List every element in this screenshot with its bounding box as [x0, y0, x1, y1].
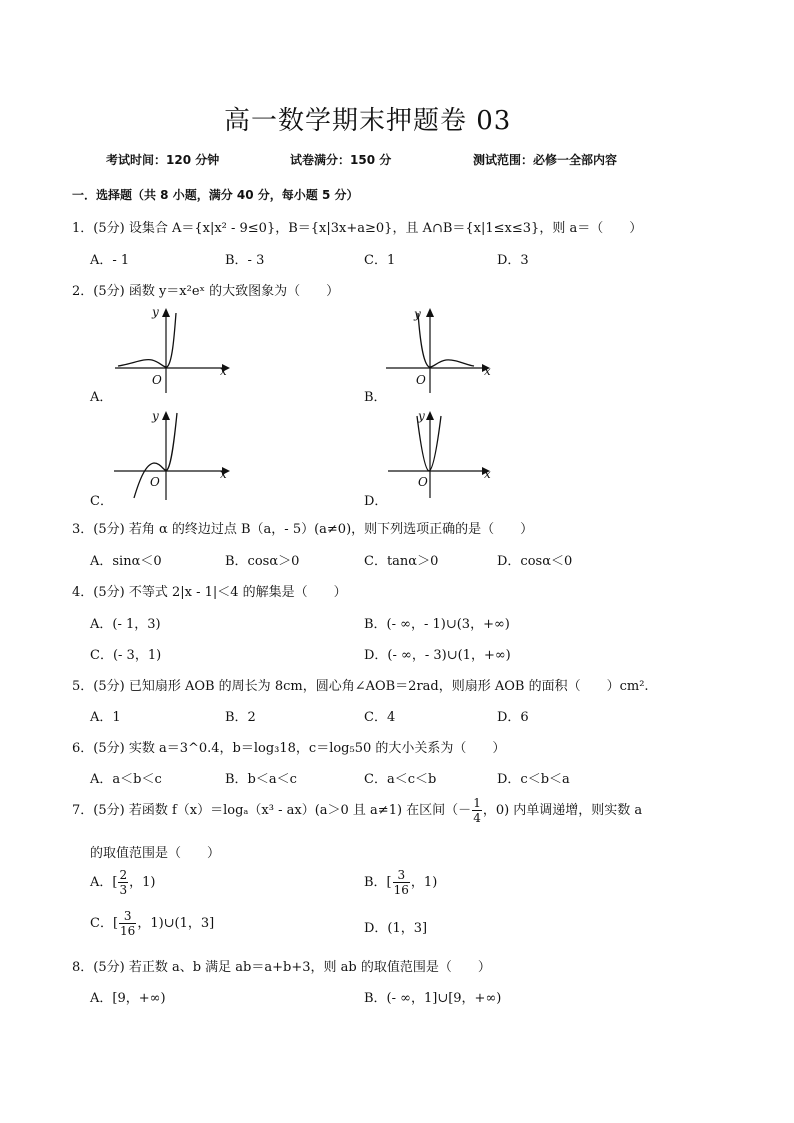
- q3-option-c: C．tanα＞0: [364, 554, 439, 569]
- q6-option-d: D．c＜b＜a: [497, 772, 570, 787]
- q6-option-c: C．a＜c＜b: [364, 772, 437, 787]
- q1-option-d: D．3: [497, 253, 529, 268]
- q4-option-d: D．(- ∞，- 3)∪(1，+∞): [364, 648, 511, 663]
- exam-score: 试卷满分：150 分: [290, 153, 392, 167]
- y-axis-arrow: [426, 308, 434, 317]
- q1-option-a: A．- 1: [90, 253, 130, 268]
- origin-label: O: [418, 475, 428, 489]
- q5-option-c: C．4: [364, 710, 396, 725]
- q3-option-a: A．sinα＜0: [90, 554, 162, 569]
- curve: [118, 313, 176, 367]
- q7-option-b: B．[ $\frac{3}{16}$ ，1): [364, 868, 438, 897]
- origin-label: O: [416, 373, 426, 387]
- y-axis-arrow: [426, 411, 434, 420]
- curve: [418, 313, 474, 367]
- q5-option-b: B．2: [225, 710, 256, 725]
- question-5: 5．(5分) 已知扇形 AOB 的周长为 8cm，圆心角∠AOB＝2rad，则扇形 AOB 的面积（ ）cm².: [72, 679, 649, 694]
- q2-graph-c: [108, 408, 238, 500]
- question-8: 8．(5分) 若正数 a、b 满足 ab＝a+b+3，则 ab 的取值范围是（ ）: [72, 960, 491, 975]
- q5-option-a: A．1: [90, 710, 121, 725]
- y-label: y: [418, 409, 425, 423]
- origin-label: O: [152, 373, 162, 387]
- q2-graph-a: [110, 305, 240, 397]
- page-title: 高一数学期末押题卷 03: [224, 106, 512, 136]
- q7-fraction: $\frac{1}{4}$: [473, 796, 481, 825]
- y-label: y: [414, 307, 421, 321]
- y-label: y: [152, 305, 159, 319]
- question-1: 1．(5分) 设集合 A＝{x|x² - 9≤0}，B＝{x|3x+a≥0}，且 A∩B＝{x|1≤x≤3}，则 a＝（ ）: [72, 221, 643, 236]
- y-axis-arrow: [162, 411, 170, 420]
- exam-time: 考试时间：120 分钟: [106, 153, 220, 167]
- q4-option-a: A．(- 1，3): [90, 617, 161, 632]
- q8-option-b: B．(- ∞，1]∪[9，+∞): [364, 991, 502, 1006]
- q7-option-c: C．[ $\frac{3}{16}$ ，1)∪(1，3]: [90, 909, 215, 938]
- x-label: x: [220, 467, 227, 481]
- q1-option-c: C．1: [364, 253, 396, 268]
- q3-option-b: B．cosα＞0: [225, 554, 300, 569]
- question-4: 4．(5分) 不等式 2|x - 1|＜4 的解集是（ ）: [72, 585, 347, 600]
- q5-option-d: D．6: [497, 710, 529, 725]
- q2-option-b: B．: [364, 390, 387, 405]
- q2-option-a: A．: [90, 390, 113, 405]
- x-label: x: [484, 467, 491, 481]
- question-2: 2．(5分) 函数 y＝x²eˣ 的大致图象为（ ）: [72, 284, 340, 299]
- section-title: 一．选择题（共 8 小题，满分 40 分，每小题 5 分）: [72, 188, 359, 202]
- q7-option-a: A．[ $\frac{2}{3}$ ，1): [90, 868, 156, 897]
- q2-graph-d: [380, 408, 510, 500]
- q7-text-pre: 7．(5分) 若函数 f（x）＝logₐ（x³ - ax）(a＞0 且 a≠1) 在区间（－: [72, 803, 472, 818]
- question-3: 3．(5分) 若角 α 的终边过点 B（a，- 5）(a≠0)，则下列选项正确的是（ ）: [72, 522, 534, 537]
- q2-option-d: D．: [364, 494, 388, 509]
- origin-label: O: [150, 475, 160, 489]
- q7-text-post: ，0) 内单调递增，则实数 a: [482, 803, 643, 818]
- q4-option-c: C．(- 3，1): [90, 648, 162, 663]
- x-label: x: [220, 364, 227, 378]
- q2-graph-b: [378, 305, 508, 397]
- q8-option-a: A．[9，+∞): [90, 991, 166, 1006]
- q3-option-d: D．cosα＜0: [497, 554, 573, 569]
- q1-option-b: B．- 3: [225, 253, 265, 268]
- exam-scope: 测试范围：必修一全部内容: [473, 153, 618, 167]
- curve: [417, 416, 441, 471]
- question-7-line2: 的取值范围是（ ）: [90, 846, 221, 861]
- q4-option-b: B．(- ∞，- 1)∪(3，+∞): [364, 617, 510, 632]
- y-axis-arrow: [162, 308, 170, 317]
- q6-option-b: B．b＜a＜c: [225, 772, 297, 787]
- question-7: [72, 796, 642, 825]
- x-label: x: [484, 364, 491, 378]
- q7-option-d: D．(1，3]: [364, 921, 428, 936]
- y-label: y: [152, 409, 159, 423]
- question-6: 6．(5分) 实数 a＝3^0.4，b＝log₃18，c＝log₅50 的大小关系为（ ）: [72, 741, 506, 756]
- q6-option-a: A．a＜b＜c: [90, 772, 162, 787]
- q2-option-c: C．: [90, 494, 113, 509]
